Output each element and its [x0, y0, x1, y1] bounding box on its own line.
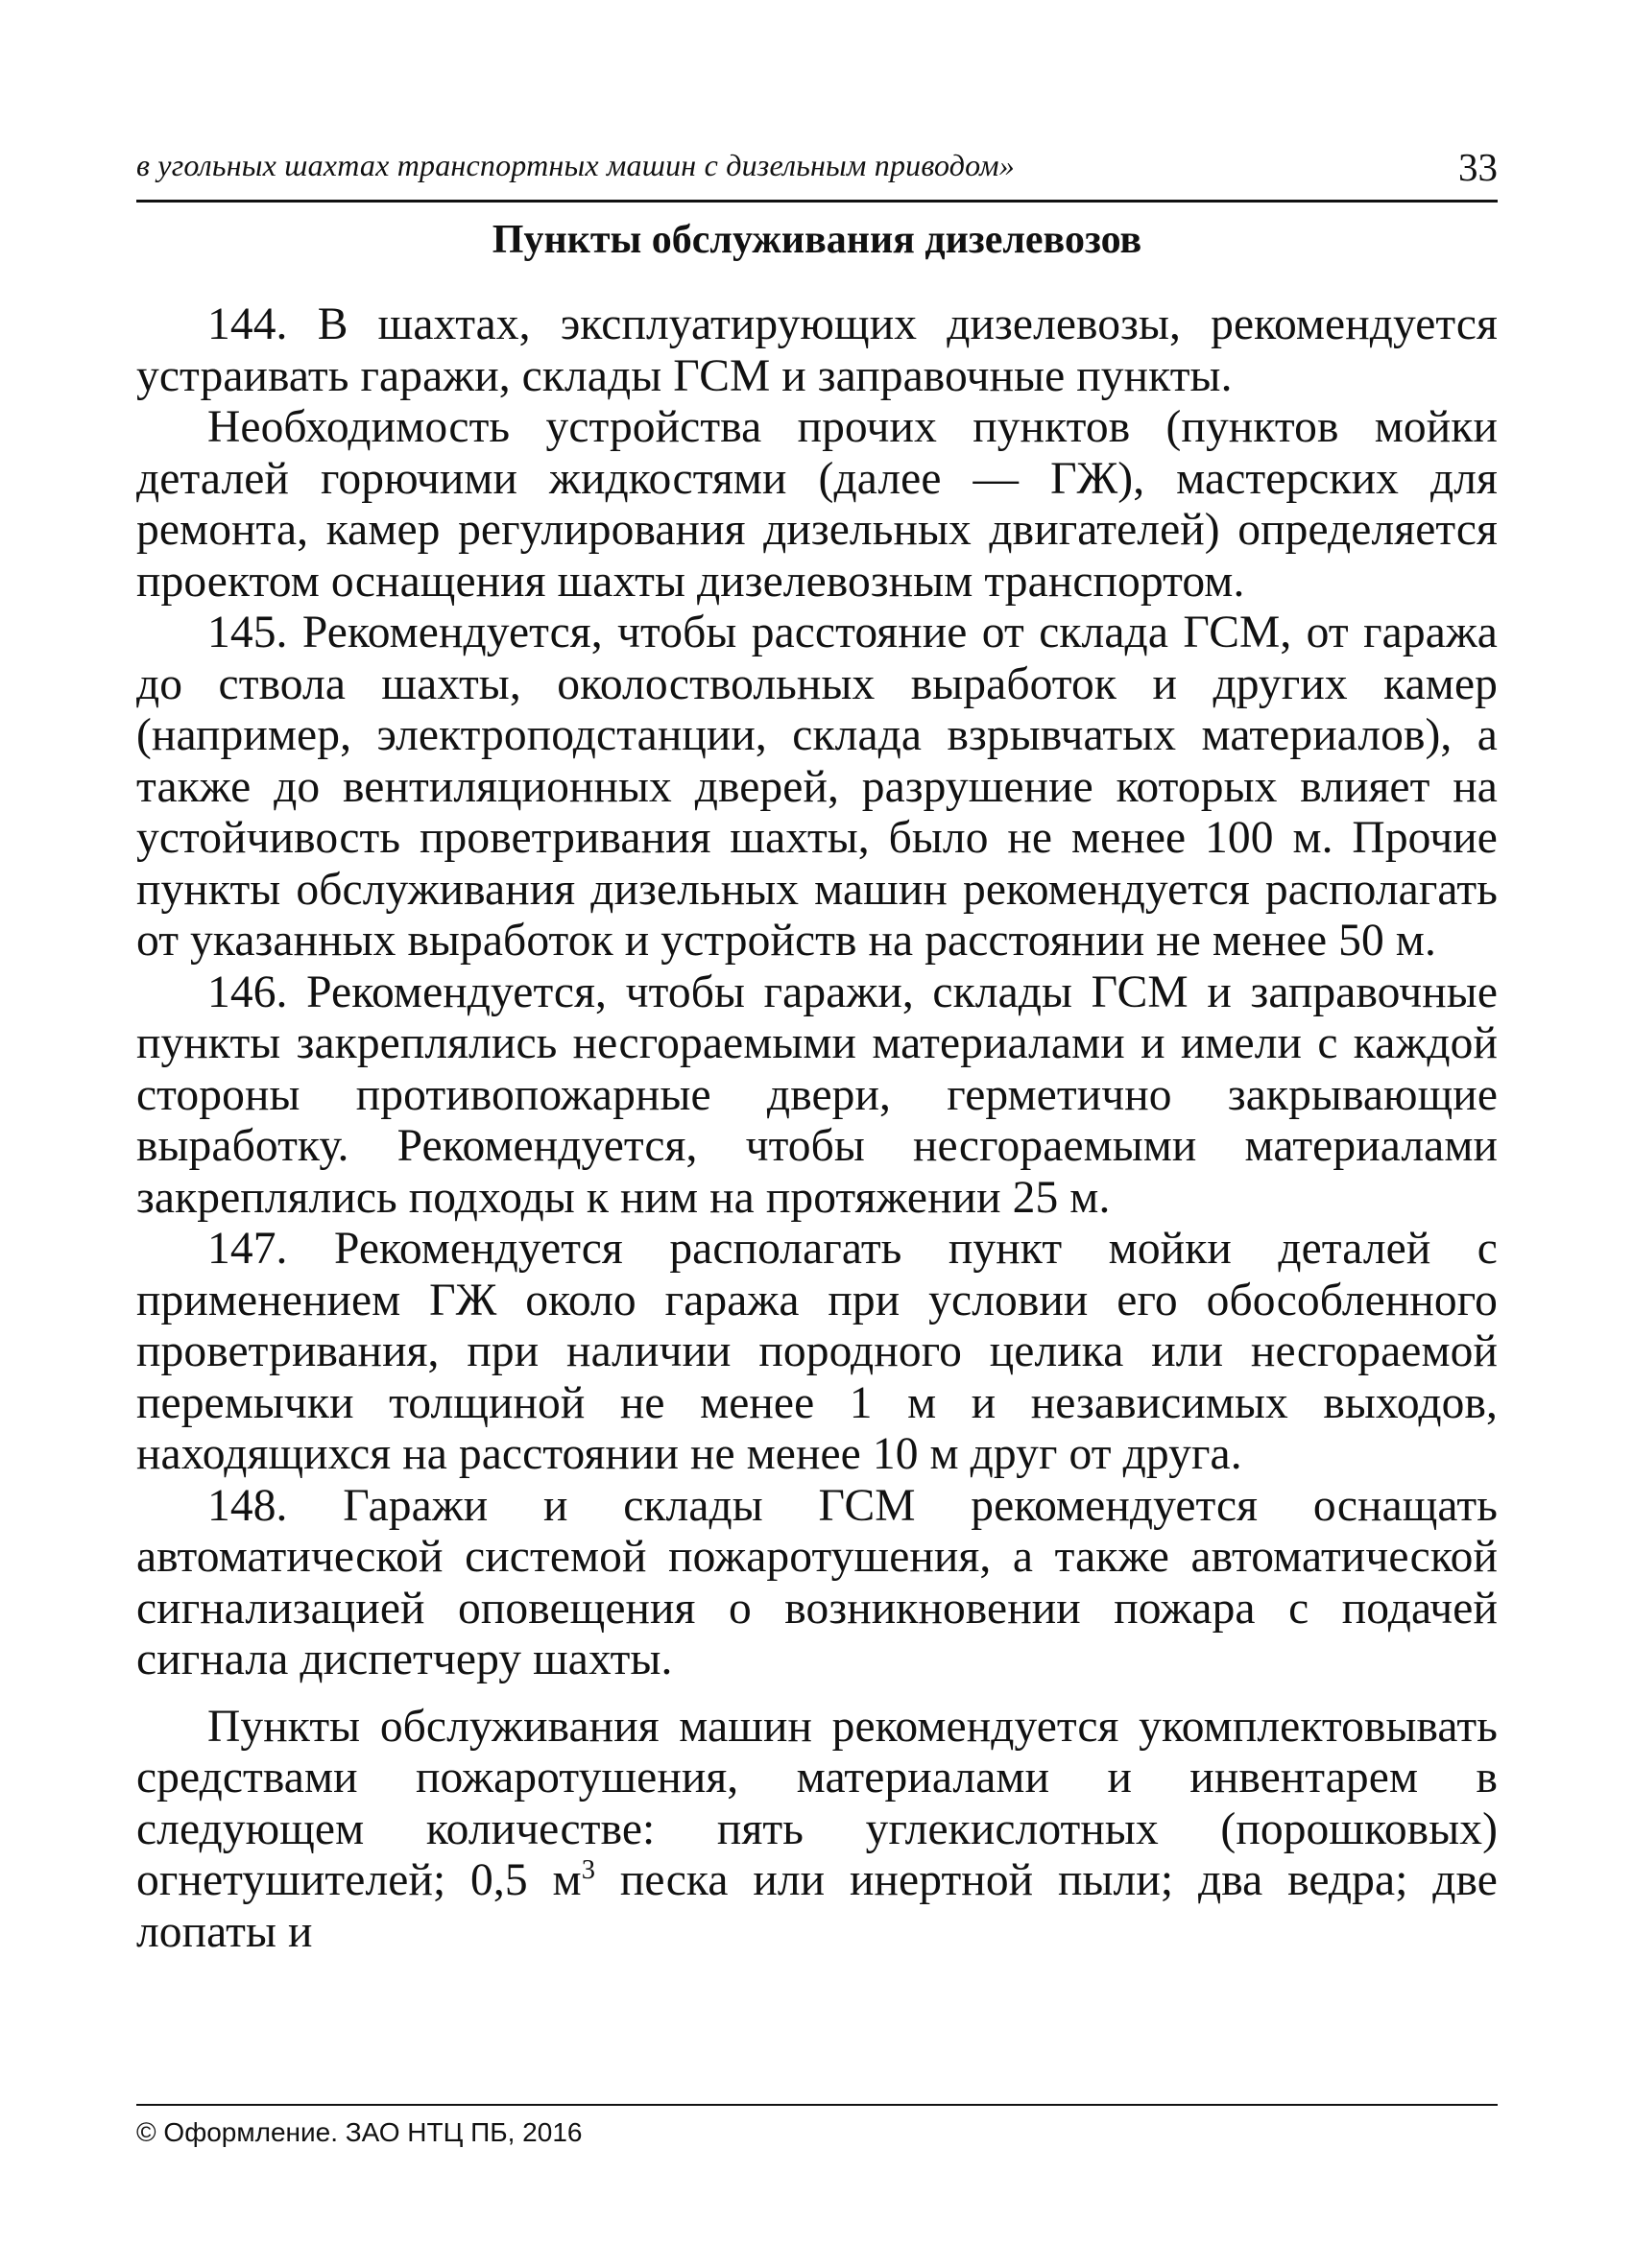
- paragraph-146: 146. Рекомендуется, чтобы гаражи, склады ГСМ и заправочные пункты закреплялись несгораемыми материалами и имели с каждой стороны противопожарные двери, герметично закрывающие выработку. Рекомендуется, чтобы несгораемыми материалами закреплялись подходы к ним на протяжении 25 м.: [136, 967, 1498, 1223]
- paragraph-equipment-text-start: Пункты обслуживания машин рекомендуется укомплектовывать средствами пожаротушения, материалами и инвентарем в следующем количестве: пять углекислотных (порошковых) огнетушителей; 0,5 м: [136, 1701, 1498, 1905]
- paragraph-147: 147. Рекомендуется располагать пункт мойки деталей с применением ГЖ около гаража при условии его обособленного проветривания, при наличии породного целика или несгораемой перемычки толщиной не менее 1 м и независимых выходов, находящихся на расстоянии не менее 10 м друг от друга.: [136, 1224, 1498, 1479]
- paragraph-144: 144. В шахтах, эксплуатирующих дизелевозы, рекомендуется устраивать гаражи, склады ГСМ и заправочные пункты.: [136, 299, 1498, 401]
- paragraph-144-continued: Необходимость устройства прочих пунктов (пунктов мойки деталей горючими жидкостями (далее — ГЖ), мастерских для ремонта, камер регулирования дизельных двигателей) определяется проектом оснащения шахты дизелевозным транспортом.: [136, 402, 1498, 607]
- running-title: в угольных шахтах транспортных машин с дизельным приводом»: [136, 148, 1015, 182]
- paragraph-equipment-text-end: песка или инертной пыли; два ведра; две лопаты и: [136, 1855, 1498, 1957]
- body-text: [136, 299, 1498, 1958]
- section-title: Пункты обслуживания дизелевозов: [492, 218, 1142, 262]
- paragraph-145: 145. Рекомендуется, чтобы расстояние от склада ГСМ, от гаража до ствола шахты, околоствольных выработок и других камер (например, электроподстанции, склада взрывчатых материалов), а также до вентиляционных дверей, разрушение которых влияет на устойчивость проветривания шахты, было не менее 100 м. Прочие пункты обслуживания дизельных машин рекомендуется располагать от указанных выработок и устройств на расстоянии не менее 50 м.: [136, 608, 1498, 966]
- paragraph-148: 148. Гаражи и склады ГСМ рекомендуется оснащать автоматической системой пожаротушения, а также автоматической сигнализацией оповещения о возникновении пожара с подачей сигнала диспетчеру шахты.: [136, 1480, 1498, 1684]
- document-page: [136, 0, 1498, 2268]
- footer-divider: [136, 2104, 1498, 2106]
- page-number: 33: [1458, 145, 1498, 189]
- running-header: [136, 144, 1498, 203]
- superscript-cubic: 3: [581, 1855, 596, 1886]
- paragraph-equipment: [136, 1702, 1498, 1959]
- footer-copyright: © Оформление. ЗАО НТЦ ПБ, 2016: [136, 2117, 583, 2147]
